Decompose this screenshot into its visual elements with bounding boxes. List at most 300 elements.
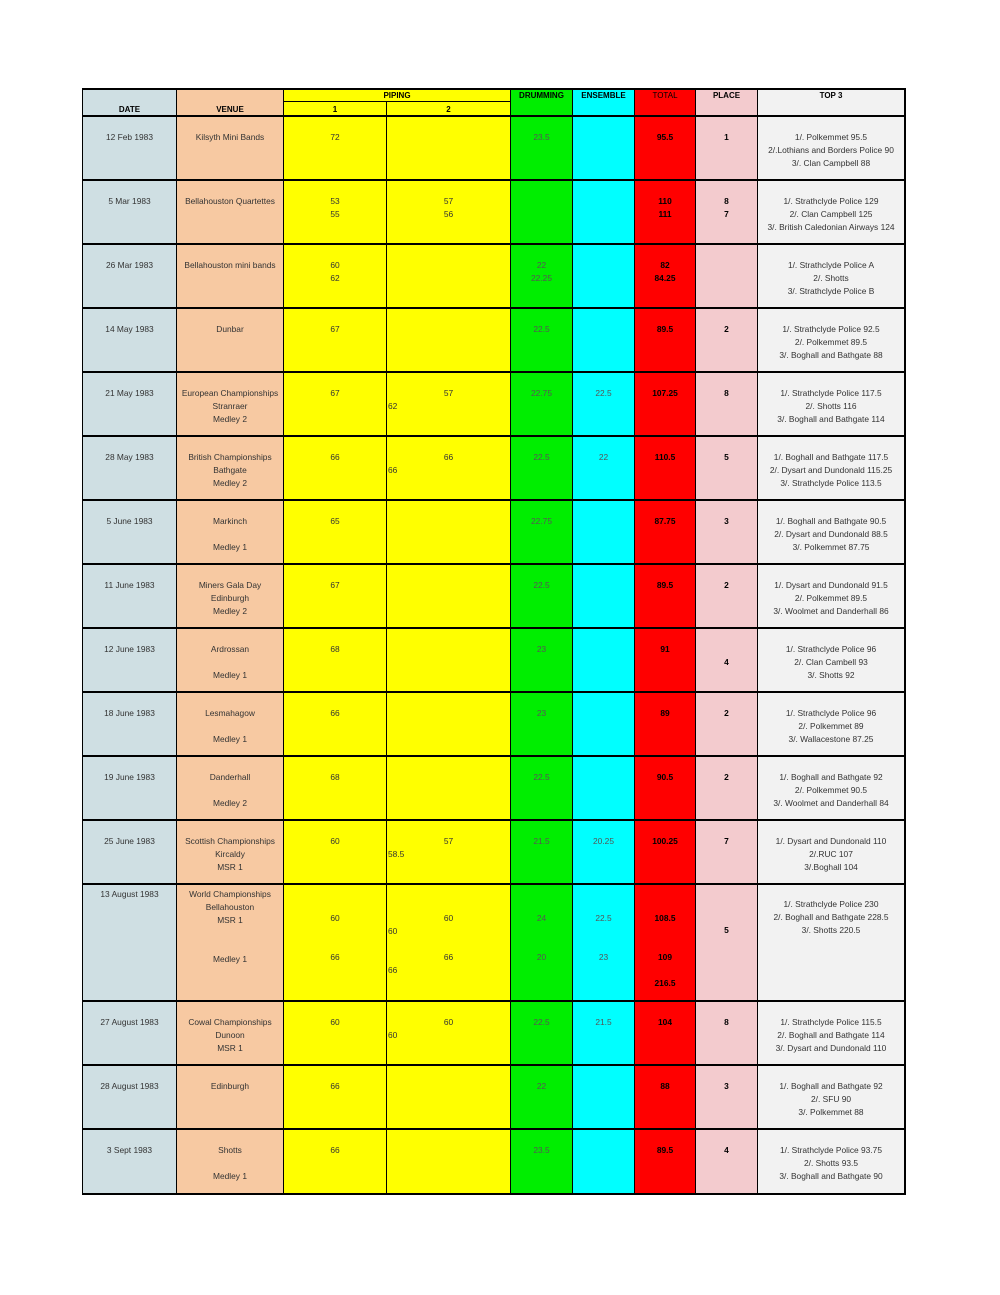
cell-drum — [510, 757, 572, 819]
piping-average-line: 60 — [388, 926, 398, 936]
date-line: 26 Mar 1983 — [105, 260, 154, 270]
cell-p1 — [283, 693, 386, 755]
cell-date — [82, 1066, 176, 1128]
cell-p1 — [283, 629, 386, 691]
cell-total — [634, 373, 695, 435]
venue-line: Kilsyth Mini Bands — [195, 132, 265, 142]
cell-drum — [510, 373, 572, 435]
venue-line: Medley 2 — [213, 414, 247, 424]
cell-drum — [510, 181, 572, 243]
cell-venue — [176, 181, 283, 243]
top3-line: 3/. Boghall and Bathgate 114 — [777, 414, 885, 424]
date-line: 5 Mar 1983 — [108, 196, 151, 206]
p1-line: 66 — [330, 1081, 340, 1091]
table-row — [82, 755, 906, 819]
cell-p1 — [283, 1066, 386, 1128]
top3-line: 2/. Dysart and Dundonald 88.5 — [774, 529, 888, 539]
p1-line: 68 — [330, 644, 340, 654]
venue-line: Danderhall — [209, 772, 251, 782]
place-line: 5 — [724, 925, 729, 935]
drum-line: 22.75 — [531, 388, 552, 398]
date-line: 21 May 1983 — [105, 388, 154, 398]
place-line: 4 — [724, 1145, 729, 1155]
p1-line: 55 — [330, 209, 340, 219]
cell-p2 — [386, 565, 510, 627]
top3-line: 3/. Dysart and Dundonald 110 — [775, 1043, 887, 1053]
top3-line: 1/. Strathclyde Police A — [787, 260, 875, 270]
cell-total — [634, 565, 695, 627]
cell-date — [82, 1130, 176, 1193]
total-line: 87.75 — [654, 516, 676, 526]
cell-ens — [572, 437, 634, 499]
p1-line: 67 — [330, 324, 340, 334]
cell-drum — [510, 501, 572, 563]
cell-place — [695, 245, 757, 307]
cell-total — [634, 1002, 695, 1064]
top3-line: 1/. Dysart and Dundonald 110 — [775, 836, 887, 846]
top3-line: 1/. Boghall and Bathgate 92 — [779, 772, 883, 782]
cell-place — [695, 501, 757, 563]
cell-top3 — [757, 181, 906, 243]
cell-drum — [510, 821, 572, 883]
cell-p1 — [283, 309, 386, 371]
cell-drum — [510, 309, 572, 371]
cell-top3 — [757, 437, 906, 499]
top3-line: 2/.RUC 107 — [809, 849, 853, 859]
cell-p1 — [283, 1002, 386, 1064]
piping-average-line: 60 — [388, 1030, 398, 1040]
top3-line: 3/. Woolmet and Danderhall 86 — [773, 606, 889, 616]
total-line: 107.25 — [652, 388, 678, 398]
cell-ens — [572, 245, 634, 307]
cell-date — [82, 629, 176, 691]
place-line: 8 — [724, 388, 729, 398]
total-line: 216.5 — [654, 978, 676, 988]
place-line: 2 — [724, 580, 729, 590]
cell-venue — [176, 1130, 283, 1193]
venue-line: Shotts — [218, 1145, 242, 1155]
cell-place — [695, 565, 757, 627]
cell-date — [82, 565, 176, 627]
venue-line: Medley 1 — [213, 1171, 247, 1181]
drum-line: 22.25 — [531, 273, 552, 283]
header-top3: TOP 3 — [757, 90, 906, 115]
cell-date — [82, 501, 176, 563]
table-row — [82, 883, 906, 1000]
total-line: 104 — [658, 1017, 672, 1027]
venue-line: Edinburgh — [210, 593, 250, 603]
table-row — [82, 243, 906, 307]
table-row — [82, 307, 906, 371]
cell-place — [695, 821, 757, 883]
venue-line: European Championships — [181, 388, 279, 398]
cell-ens — [572, 1066, 634, 1128]
date-line: 3 Sept 1983 — [106, 1145, 153, 1155]
cell-place — [695, 309, 757, 371]
date-line: 14 May 1983 — [105, 324, 154, 334]
cell-p1 — [283, 1130, 386, 1193]
cell-place — [695, 437, 757, 499]
cell-total — [634, 245, 695, 307]
cell-p2 — [386, 501, 510, 563]
header-piping-2: 2 — [386, 102, 510, 115]
place-line: 2 — [724, 772, 729, 782]
cell-p1 — [283, 181, 386, 243]
venue-line: Edinburgh — [210, 1081, 250, 1091]
top3-line: 3/. Clan Campbell 88 — [791, 158, 871, 168]
date-line: 19 June 1983 — [104, 772, 155, 782]
p1-line: 60 — [330, 913, 340, 923]
cell-drum — [510, 693, 572, 755]
drum-line: 20 — [536, 952, 547, 962]
cell-drum — [510, 245, 572, 307]
cell-p2 — [386, 1066, 510, 1128]
top3-line: 3/. Strathclyde Police 113.5 — [780, 478, 882, 488]
header-total: TOTAL — [634, 90, 695, 115]
cell-place — [695, 1002, 757, 1064]
venue-line: Medley 2 — [213, 798, 247, 808]
cell-ens — [572, 693, 634, 755]
total-line: 90.5 — [656, 772, 674, 782]
header-place: PLACE — [695, 90, 757, 115]
cell-place — [695, 629, 757, 691]
cell-p2 — [386, 821, 510, 883]
cell-top3 — [757, 373, 906, 435]
ens-line: 21.5 — [595, 1017, 612, 1027]
cell-total — [634, 821, 695, 883]
venue-line: Medley 2 — [213, 478, 247, 488]
venue-line: Miners Gala Day — [198, 580, 262, 590]
top3-line: 3/. Boghall and Bathgate 88 — [779, 350, 883, 360]
venue-line: Dunoon — [215, 1030, 245, 1040]
p1-line: 72 — [330, 132, 340, 142]
top3-line: 1/. Boghall and Bathgate 117.5 — [773, 452, 889, 462]
cell-ens — [572, 117, 634, 179]
p2-line: 60 — [443, 1017, 454, 1027]
drum-line: 22.5 — [533, 1017, 550, 1027]
date-line: 12 Feb 1983 — [105, 132, 154, 142]
cell-venue — [176, 1066, 283, 1128]
top3-line: 1/. Strathclyde Police 129 — [783, 196, 879, 206]
date-line: 25 June 1983 — [104, 836, 155, 846]
cell-place — [695, 757, 757, 819]
venue-line: MSR 1 — [217, 915, 243, 925]
ens-line: 23 — [598, 952, 609, 962]
p1-line: 60 — [330, 1017, 340, 1027]
top3-line: 1/. Strathclyde Police 230 — [783, 899, 879, 909]
date-line: 5 June 1983 — [106, 516, 153, 526]
p1-line: 66 — [330, 708, 340, 718]
cell-top3 — [757, 757, 906, 819]
cell-venue — [176, 309, 283, 371]
top3-line: 2/. Polkemmet 89.5 — [794, 593, 868, 603]
cell-p1 — [283, 437, 386, 499]
table-row — [82, 1000, 906, 1064]
total-line: 84.25 — [654, 273, 676, 283]
drum-line: 22.5 — [533, 324, 550, 334]
top3-line: 3/. Woolmet and Danderhall 84 — [773, 798, 889, 808]
cell-ens — [572, 821, 634, 883]
table-row — [82, 435, 906, 499]
venue-line: Dunbar — [216, 324, 244, 334]
cell-total — [634, 309, 695, 371]
venue-line: Bellahouston mini bands — [184, 260, 276, 270]
cell-total — [634, 629, 695, 691]
cell-p1 — [283, 757, 386, 819]
total-line: 111 — [658, 209, 672, 219]
cell-top3 — [757, 693, 906, 755]
cell-p2 — [386, 245, 510, 307]
ens-line: 22.5 — [595, 913, 612, 923]
total-line: 88 — [660, 1081, 670, 1091]
venue-line: Bellahouston Quartettes — [185, 196, 275, 206]
cell-total — [634, 117, 695, 179]
date-line: 28 August 1983 — [100, 1081, 159, 1091]
venue-line: Lesmahagow — [205, 708, 255, 718]
p1-line: 53 — [330, 196, 340, 206]
p2-line: 66 — [443, 452, 454, 462]
top3-line: 3/. Shotts 220.5 — [801, 925, 861, 935]
drum-line: 23 — [536, 644, 547, 654]
cell-drum — [510, 1002, 572, 1064]
top3-line: 2/. Polkemmet 89.5 — [794, 337, 868, 347]
header-drumming: DRUMMING — [510, 90, 572, 115]
place-line: 7 — [724, 209, 729, 219]
cell-place — [695, 693, 757, 755]
cell-top3 — [757, 501, 906, 563]
cell-venue — [176, 1002, 283, 1064]
cell-ens — [572, 757, 634, 819]
cell-ens — [572, 1130, 634, 1193]
drum-line: 22.5 — [533, 772, 550, 782]
top3-line: 2/. Clan Campbell 125 — [789, 209, 873, 219]
header-ensemble: ENSEMBLE — [572, 90, 634, 115]
place-line: 8 — [724, 196, 729, 206]
cell-date — [82, 245, 176, 307]
top3-line: 3/. Boghall and Bathgate 90 — [779, 1171, 883, 1181]
cell-venue — [176, 821, 283, 883]
cell-venue — [176, 693, 283, 755]
cell-ens — [572, 629, 634, 691]
p1-line: 67 — [330, 388, 340, 398]
cell-date — [82, 181, 176, 243]
total-line: 89.5 — [656, 1145, 674, 1155]
drum-line: 22 — [536, 260, 547, 270]
cell-venue — [176, 885, 283, 1000]
drum-line: 22.5 — [533, 452, 550, 462]
total-line: 82 — [660, 260, 670, 270]
total-line: 110.5 — [654, 452, 676, 462]
cell-drum — [510, 117, 572, 179]
date-line: 18 June 1983 — [104, 708, 155, 718]
cell-total — [634, 1130, 695, 1193]
table-row — [82, 179, 906, 243]
cell-venue — [176, 757, 283, 819]
cell-ens — [572, 373, 634, 435]
top3-line: 1/. Strathclyde Police 93.75 — [780, 1145, 882, 1155]
venue-line: Medley 2 — [213, 606, 247, 616]
venue-line: Medley 1 — [213, 954, 247, 964]
place-line: 2 — [724, 708, 729, 718]
top3-line: 2/. Boghall and Bathgate 228.5 — [773, 912, 889, 922]
cell-date — [82, 309, 176, 371]
cell-place — [695, 885, 757, 1000]
place-line: 8 — [724, 1017, 729, 1027]
place-line: 3 — [724, 1081, 729, 1091]
cell-p2 — [386, 309, 510, 371]
p1-line: 66 — [330, 1145, 340, 1155]
venue-line: Bellahouston — [205, 902, 255, 912]
p1-line: 65 — [330, 516, 340, 526]
table-row — [82, 819, 906, 883]
venue-line: Medley 1 — [213, 670, 247, 680]
cell-place — [695, 117, 757, 179]
p1-line: 66 — [330, 952, 340, 962]
date-line: 13 August 1983 — [100, 889, 159, 899]
cell-p2 — [386, 437, 510, 499]
place-line: 7 — [724, 836, 729, 846]
cell-p1 — [283, 245, 386, 307]
cell-p2 — [386, 757, 510, 819]
top3-line: 3/. Shotts 92 — [807, 670, 855, 680]
total-line: 89 — [660, 708, 670, 718]
top3-line: 2/. Shotts 93.5 — [803, 1158, 858, 1168]
date-line: 11 June 1983 — [104, 580, 155, 590]
total-line: 89.5 — [656, 580, 674, 590]
top3-line: 2/.Lothians and Borders Police 90 — [768, 145, 894, 155]
cell-p1 — [283, 885, 386, 1000]
table-row — [82, 499, 906, 563]
date-line: 27 August 1983 — [100, 1017, 159, 1027]
cell-top3 — [757, 629, 906, 691]
cell-p1 — [283, 821, 386, 883]
place-line: 3 — [724, 516, 729, 526]
cell-ens — [572, 309, 634, 371]
top3-line: 2/. Polkemmet 90.5 — [794, 785, 868, 795]
cell-p2 — [386, 117, 510, 179]
cell-top3 — [757, 1002, 906, 1064]
cell-ens — [572, 1002, 634, 1064]
p1-line: 60 — [330, 260, 340, 270]
cell-venue — [176, 373, 283, 435]
venue-line: Ardrossan — [210, 644, 250, 654]
table-row — [82, 563, 906, 627]
top3-line: 1/. Boghall and Bathgate 90.5 — [775, 516, 887, 526]
p2-line: 57 — [443, 196, 454, 206]
total-line: 110 — [658, 196, 672, 206]
cell-date — [82, 373, 176, 435]
top3-line: 3/. British Caledonian Airways 124 — [767, 222, 895, 232]
total-line: 95.5 — [656, 132, 674, 142]
cell-date — [82, 693, 176, 755]
top3-line: 3/. Polkemmet 88 — [798, 1107, 864, 1117]
p2-line: 66 — [443, 952, 454, 962]
top3-line: 1/. Strathclyde Police 96 — [785, 644, 877, 654]
venue-line: British Championships — [188, 452, 272, 462]
total-line: 89.5 — [656, 324, 674, 334]
cell-drum — [510, 437, 572, 499]
cell-top3 — [757, 565, 906, 627]
total-line: 91 — [660, 644, 670, 654]
p2-line: 57 — [443, 388, 454, 398]
venue-line: MSR 1 — [217, 862, 243, 872]
cell-total — [634, 1066, 695, 1128]
top3-line: 1/. Polkemmet 95.5 — [794, 132, 868, 142]
venue-line: Scottish Championships — [185, 836, 275, 846]
cell-venue — [176, 245, 283, 307]
p2-line: 57 — [443, 836, 454, 846]
piping-average-line: 66 — [388, 465, 398, 475]
cell-venue — [176, 565, 283, 627]
cell-venue — [176, 501, 283, 563]
cell-venue — [176, 629, 283, 691]
cell-p2 — [386, 181, 510, 243]
cell-top3 — [757, 1066, 906, 1128]
table-row — [82, 691, 906, 755]
drum-line: 21.5 — [533, 836, 550, 846]
venue-line: MSR 1 — [217, 1043, 243, 1053]
top3-line: 1/. Dysart and Dundonald 91.5 — [774, 580, 888, 590]
top3-line: 3/. Polkemmet 87.75 — [792, 542, 870, 552]
cell-top3 — [757, 245, 906, 307]
header-piping-1: 1 — [283, 102, 386, 115]
cell-date — [82, 117, 176, 179]
top3-line: 3/. Strathclyde Police B — [787, 286, 875, 296]
header-venue: VENUE — [176, 90, 283, 115]
date-line: 12 June 1983 — [104, 644, 155, 654]
cell-p2 — [386, 885, 510, 1000]
p1-line: 60 — [330, 836, 340, 846]
table-row — [82, 115, 906, 179]
cell-place — [695, 1066, 757, 1128]
cell-venue — [176, 117, 283, 179]
cell-top3 — [757, 309, 906, 371]
piping-average-line: 58.5 — [388, 849, 405, 859]
top3-line: 1/. Strathclyde Police 96 — [785, 708, 877, 718]
table-header — [82, 88, 906, 115]
cell-drum — [510, 885, 572, 1000]
p1-line: 67 — [330, 580, 340, 590]
cell-ens — [572, 181, 634, 243]
top3-line: 1/. Strathclyde Police 117.5 — [780, 388, 882, 398]
cell-ens — [572, 501, 634, 563]
cell-p1 — [283, 565, 386, 627]
top3-line: 2/. Boghall and Bathgate 114 — [777, 1030, 885, 1040]
drum-line: 24 — [536, 913, 547, 923]
cell-total — [634, 181, 695, 243]
cell-total — [634, 885, 695, 1000]
top3-line: 3/. Wallacestone 87.25 — [788, 734, 874, 744]
cell-date — [82, 437, 176, 499]
venue-line: Kircaldy — [215, 849, 245, 859]
cell-p2 — [386, 373, 510, 435]
top3-line: 2/. Shotts 116 — [805, 401, 857, 411]
venue-line: Markinch — [213, 516, 247, 526]
date-line: 28 May 1983 — [105, 452, 154, 462]
venue-line: Medley 1 — [213, 542, 247, 552]
cell-venue — [176, 437, 283, 499]
cell-total — [634, 437, 695, 499]
cell-p2 — [386, 693, 510, 755]
cell-drum — [510, 1130, 572, 1193]
table-row — [82, 1064, 906, 1128]
table-row — [82, 1128, 906, 1193]
place-line: 5 — [724, 452, 729, 462]
p2-line: 56 — [443, 209, 454, 219]
drum-line: 22.75 — [531, 516, 552, 526]
drum-line: 23.5 — [533, 1145, 550, 1155]
cell-place — [695, 181, 757, 243]
